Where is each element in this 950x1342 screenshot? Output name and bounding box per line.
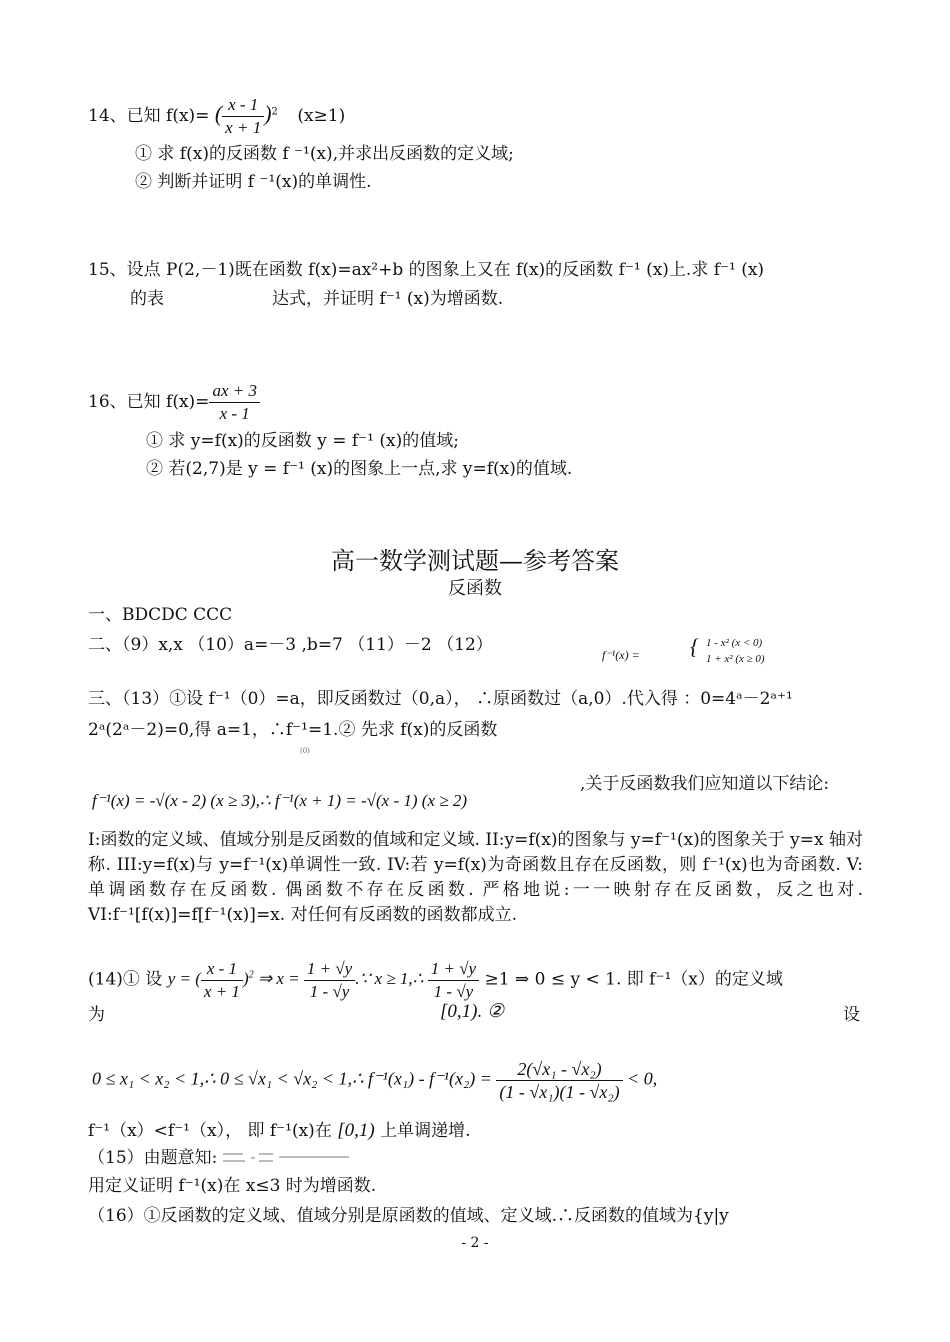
answers-13-subscript: (0) <box>300 747 310 755</box>
q16-frac-numerator: ax + 3 <box>209 380 260 403</box>
answers-13-line2-head: 2ᵃ(2ᵃ－2)=0,得 a=1，∴f⁻¹ <box>88 720 308 740</box>
q16-frac-denominator: x - 1 <box>219 404 250 423</box>
q15-line1: 15、设点 P(2,－1)既在函数 f(x)=ax²+b 的图象上又在 f(x)的反函数 f⁻¹ (x)上.求 f⁻¹ (x) <box>88 260 765 280</box>
q14-part1: ① 求 f(x)的反函数 f ⁻¹(x),并求出反函数的定义域; <box>135 144 514 164</box>
q16-part2: ② 若(2,7)是 y = f⁻¹ (x)的图象上一点,求 y=f(x)的值域. <box>146 459 573 479</box>
q14-stem-text: 14、已知 f(x)= <box>88 106 210 126</box>
answers-15-head: （15）由题意知: <box>88 1148 218 1168</box>
q14-frac-numerator: x - 1 <box>222 94 264 117</box>
answers-13-line2-tail: =1.② 先求 f(x)的反函数 <box>307 720 498 740</box>
answers-14-setup: y = ( $\frac{x - 1}{x + 1}$ )$^2$ ⇒ x = $\frac{1 + √y}{1 - √y}$ .∵ x ≥ 1,∴ $\frac{1 + √y}{1 - √y}$ <box>168 969 479 988</box>
answers-13-line1: 三、（13）①设 f⁻¹（0）=a，即反函数过（0,a）， ∴原函数过（a,0）.代入得 ：0=4ᵃ－2ᵃ⁺¹ <box>88 689 793 709</box>
answers-14-head: (14)① 设 <box>88 969 163 990</box>
q16-fraction <box>209 380 260 425</box>
answers-section1: 一、BDCDC CCC <box>88 605 233 625</box>
q15-line2-end: 达式，并证明 f⁻¹ (x)为增函数. <box>272 289 504 309</box>
answers-14-ineq-num: 2(√x₁ - √x₂) <box>496 1058 622 1081</box>
q15-line2-start: 的表 <box>130 289 164 309</box>
q14-condition: (x≥1) <box>297 106 346 126</box>
answers-14-ineq-tail: < 0, <box>627 1068 658 1089</box>
q14-paren-open: ( <box>214 101 223 126</box>
q14-frac-denominator: x + 1 <box>225 118 262 137</box>
answers-14-ineq-lhs: 0 ≤ x₁ < x₂ < 1,∴ 0 ≤ √x₁ < √x₂ < 1,∴ f⁻¹(x₁) - f⁻¹(x₂) = <box>92 1068 492 1089</box>
piecewise-row1: 1 - x² (x < 0) <box>706 637 763 649</box>
answers-16-line: （16）①反函数的定义域、值域分别是原函数的值域、定义域.∴反函数的值域为{y|y <box>88 1206 729 1226</box>
answers-14-last-head: f⁻¹（x）<f⁻¹（x）， 即 f⁻¹(x)在 <box>88 1121 332 1141</box>
answers-14-last-tail: 上单调递增. <box>380 1121 471 1141</box>
answers-conclusions: I:函数的定义域、值域分别是反函数的值域和定义域. II:y=f(x)的图象与 y=f⁻¹(x)的图象关于 y=x 轴对称. III:y=f(x)与 y=f⁻¹(x)单调性一致. IV:若 y=f(x)为奇函数且存在反函数，则 f⁻¹(x)也为奇函数. V:单调函数存在反函数. 偶函数不存在反函数. 严格地说:一一映射存在反函数，反之也对. VI:f⁻¹[f(x)]=f[f⁻¹(x)]=x. 对任何有反函数的函数都成立. <box>88 830 863 925</box>
answers-14-mid: ≥1 ⇒ 0 ≤ y < 1. 即 f⁻¹（x）的定义域 <box>484 969 783 990</box>
q14-stem <box>88 94 345 139</box>
piecewise-row2: 1 + x² (x ≥ 0) <box>706 653 765 665</box>
piecewise-brace: { <box>690 634 699 659</box>
answers-14-line2-tail: 设 <box>843 1005 860 1025</box>
answers-14-ineq-den: (1 - √x₁)(1 - √x₂) <box>499 1082 620 1102</box>
piecewise-lhs: f⁻¹(x) = <box>602 648 640 662</box>
answers-14-line1 <box>88 958 783 1003</box>
q14-paren-close: ) <box>264 101 272 126</box>
answers-14-line2-head: 为 <box>88 1005 105 1025</box>
q16-stem-text: 16、已知 f(x)= <box>88 392 210 412</box>
answers-15-line1 <box>88 1147 353 1169</box>
answers-14-ineq-frac <box>496 1058 622 1103</box>
answers-14-last-interval: [0,1) <box>337 1120 375 1141</box>
answers-15-tiny-formula-image <box>223 1151 353 1167</box>
answers-13-formula: f⁻¹(x) = -√(x - 2) (x ≥ 3),∴ f⁻¹(x + 1) = -√(x - 1) (x ≥ 2) <box>92 791 467 810</box>
q14-part2: ② 判断并证明 f ⁻¹(x)的单调性. <box>135 172 372 192</box>
answers-14-inequality <box>92 1058 657 1103</box>
q16-part1: ① 求 y=f(x)的反函数 y = f⁻¹ (x)的值域; <box>146 431 459 451</box>
page-number: - 2 - <box>461 1235 489 1251</box>
answers-14-last <box>88 1120 471 1142</box>
answers-13-formula-tail: ,关于反函数我们应知道以下结论: <box>580 774 830 794</box>
answers-section2: 二、（9）x,x （10）a=－3 ,b=7 （11）－2 （12） <box>88 635 493 655</box>
answers-14-interval: [0,1). ② <box>440 1001 505 1022</box>
q16-stem <box>88 380 260 425</box>
q14-exponent: 2 <box>271 106 278 118</box>
answers-15-line2: 用定义证明 f⁻¹(x)在 x≤3 时为增函数. <box>88 1176 377 1196</box>
q14-fraction <box>222 94 264 139</box>
answers-title: 高一数学测试题—参考答案 <box>331 547 619 575</box>
answers-13-line2 <box>88 719 497 741</box>
answers-subtitle: 反函数 <box>448 578 502 599</box>
